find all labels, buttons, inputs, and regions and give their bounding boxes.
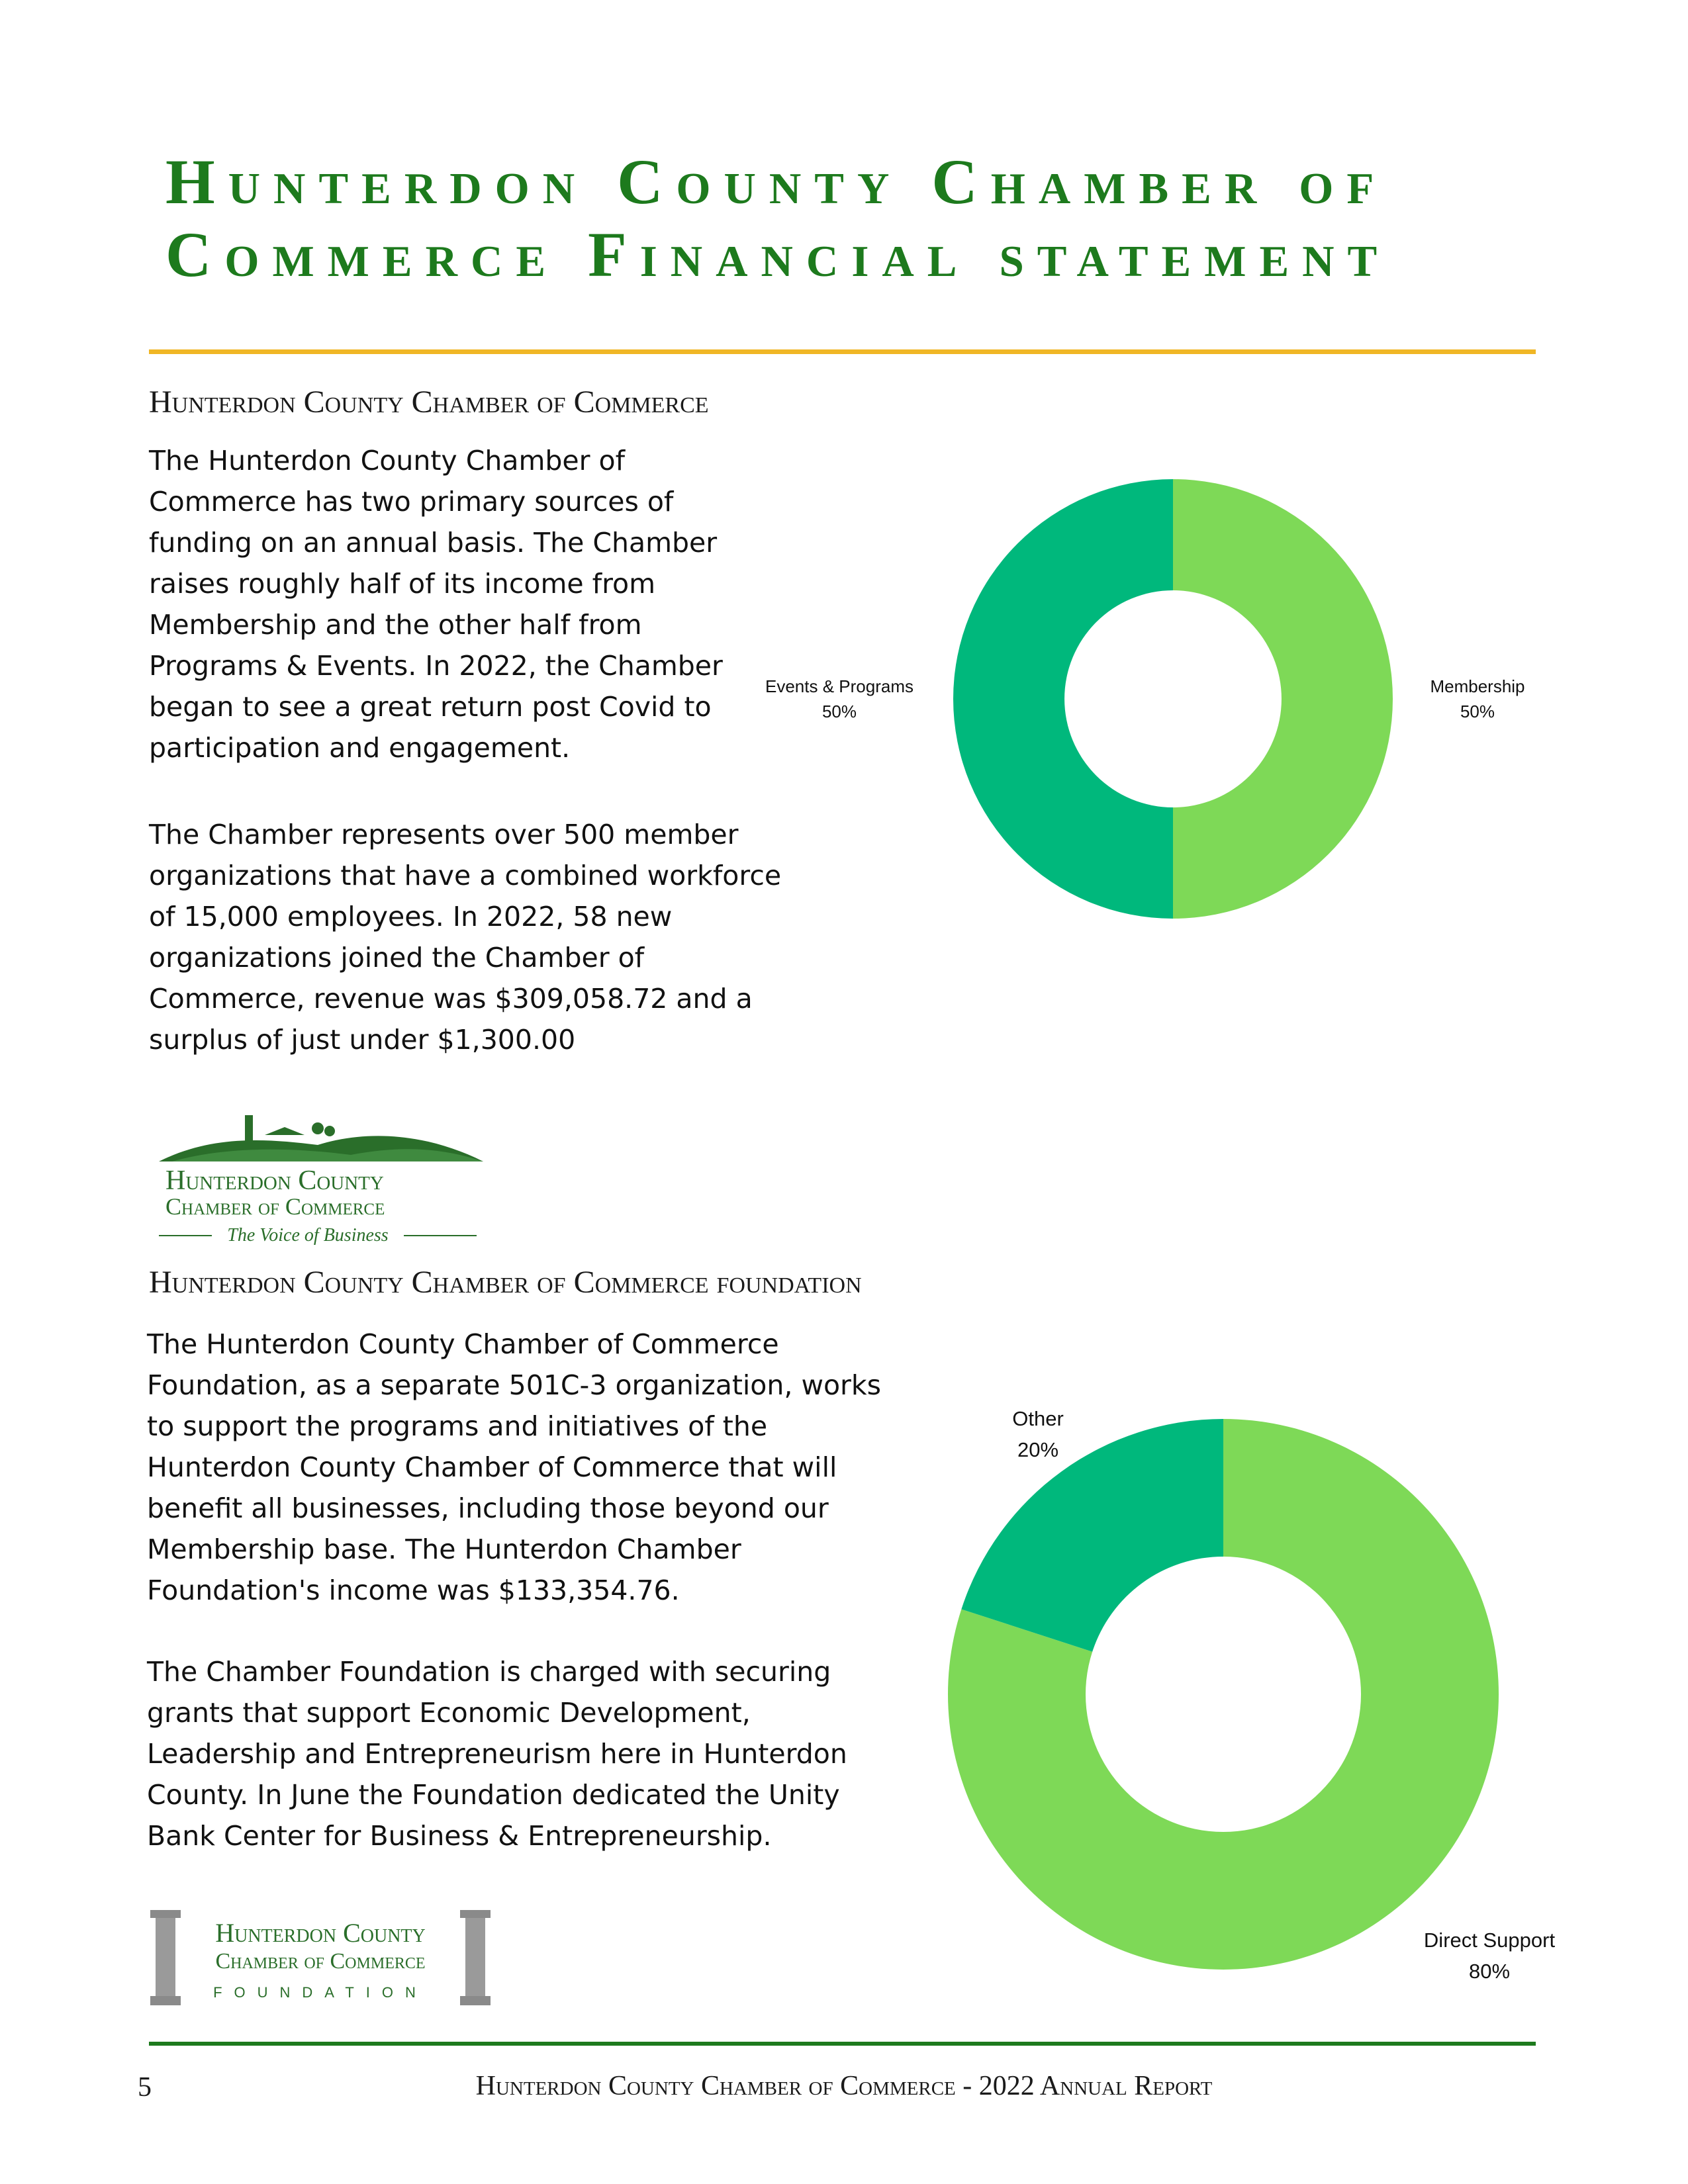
donut-value-other: 20%	[1017, 1438, 1059, 1461]
foundation-income-donut-chart	[728, 1390, 1589, 2025]
logo1-line2: Chamber of Commerce	[165, 1193, 385, 1220]
logo2-line3: FOUNDATION	[213, 1984, 428, 2001]
logo1-tagline: The Voice of Business	[227, 1225, 389, 1246]
chamber-paragraph-2: The Chamber represents over 500 member organizations that have a combined workforce of 15,000 employees. In 2022, 58 new organizations joined the Chamber of Commerce, revenue was $309,058.72 and a surplus of just under $1,300.00	[149, 819, 782, 1056]
title-divider	[149, 349, 1536, 354]
footer-title: Hunterdon County Chamber of Commerce - 2022 Annual Report	[475, 2071, 1213, 2101]
logo1-line1: Hunterdon County	[165, 1165, 384, 1196]
donut-label-membership: Membership	[1430, 676, 1525, 696]
chamber-income-donut-chart	[728, 457, 1589, 946]
donut-label-direct-support: Direct Support	[1423, 1929, 1556, 1952]
foundation-logo	[149, 1906, 493, 2012]
page-number: 5	[138, 2072, 152, 2103]
donut-value-direct-support: 80%	[1468, 1960, 1511, 1983]
donut-slice-membership	[1173, 479, 1393, 919]
chamber-section-heading: Hunterdon County Chamber of Commerce	[149, 385, 709, 420]
foundation-section-heading: Hunterdon County Chamber of Commerce foundation	[149, 1265, 862, 1300]
donut-label-other: Other	[1012, 1407, 1064, 1430]
right-column-icon	[460, 1910, 491, 2005]
chamber-logo	[152, 1109, 496, 1254]
chamber-paragraph-1: The Hunterdon County Chamber of Commerce has two primary sources of funding on an annual basis. The Chamber raises roughly half of its income from Membership and the other half from Programs & Events. In 2022, the Chamber began to see a great return post Covid to participation and engagement.	[149, 445, 723, 764]
logo2-line2: Chamber of Commerce	[215, 1949, 426, 1974]
donut-slice-events-programs	[953, 479, 1173, 919]
footer-divider	[149, 2042, 1536, 2046]
logo2-line1: Hunterdon County	[215, 1918, 426, 1948]
donut-label-events-programs: Events & Programs	[765, 676, 914, 696]
donut-slice-other	[961, 1419, 1223, 1652]
hills-icon	[159, 1115, 483, 1161]
donut-value-membership: 50%	[1460, 702, 1495, 721]
foundation-paragraph-2: The Chamber Foundation is charged with securing grants that support Economic Development, Leadership and Entrepreneurism here in Hunterdon County. In June the Foundation dedicated the Unity Bank Center for Business & Entrepreneurship.	[147, 1656, 847, 1852]
foundation-paragraph-1: The Hunterdon County Chamber of Commerce Foundation, as a separate 501C-3 organization, works to support the programs and initiatives of the Hunterdon County Chamber of Commerce that will benefit all businesses, including those beyond our Membership base. The Hunterdon Chamber Foundation's income was $133,354.76.	[147, 1328, 882, 1606]
donut-value-events-programs: 50%	[821, 702, 857, 721]
page-title: Hunterdon County Chamber of Commerce Financial statement	[165, 146, 1391, 290]
left-column-icon	[150, 1910, 181, 2005]
